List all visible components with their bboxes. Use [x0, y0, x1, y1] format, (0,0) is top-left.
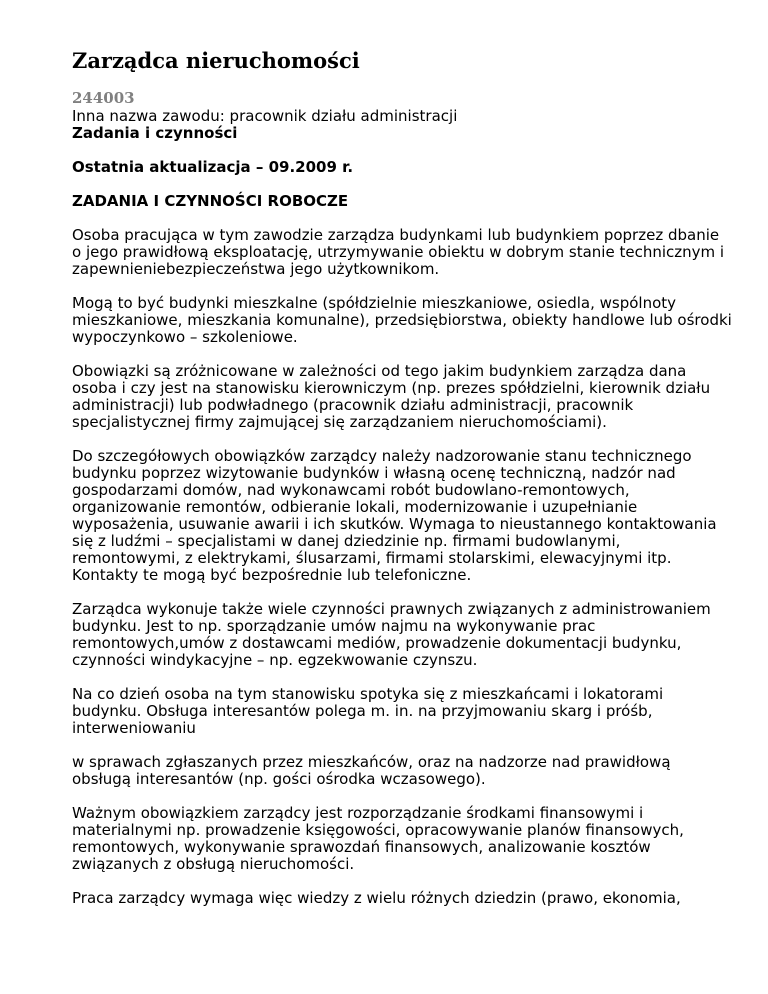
document-page — [72, 48, 732, 924]
paragraph: Obowiązki są zróżnicowane w zależności od tego jakim budynkiem zarządza dana osoba i czy jest na stanowisku kierowniczym (np. prezes spółdzielni, kierownik działu administracji) lub podwładnego (pracownik działu administracji, pracownik specjalistycznej firmy zajmującej się zarządzaniem nieruchomościami). — [72, 362, 711, 431]
last-update: Ostatnia aktualizacja – 09.2009 r. — [72, 158, 354, 176]
paragraph: Ważnym obowiązkiem zarządcy jest rozporządzanie środkami finansowymi i materialnymi np. prowadzenie księgowości, opracowywanie planów finansowych, remontowych, wykonywanie sprawozdań finansowych, analizowanie kosztów związanych z obsługą nieruchomości. — [72, 804, 684, 873]
paragraph: Osoba pracująca w tym zawodzie zarządza budynkami lub budynkiem poprzez dbanie o jego prawidłową eksploatację, utrzymywanie obiektu w dobrym stanie technicznym i zapewnieniebezpieczeństwa jego użytkownikom. — [72, 226, 725, 278]
paragraph: Mogą to być budynki mieszkalne (spółdzielnie mieszkaniowe, osiedla, wspólnoty mieszkaniowe, mieszkania komunalne), przedsiębiorstwa, obiekty handlowe lub ośrodki wypoczynkowo – szkoleniowe. — [72, 294, 732, 346]
paragraph: Zarządca wykonuje także wiele czynności prawnych związanych z administrowaniem budynku. Jest to np. sporządzanie umów najmu na wykonywanie prac remontowych,umów z dostawcami mediów, prowadzenie dokumentacji budynku, czynności windykacyjne – np. egzekwowanie czynszu. — [72, 600, 711, 669]
tasks-heading: Zadania i czynności — [72, 124, 238, 142]
alternative-name: Inna nazwa zawodu: pracownik działu administracji — [72, 107, 458, 125]
paragraph: w sprawach zgłaszanych przez mieszkańców, oraz na nadzorze nad prawidłową obsługą interesantów (np. gości ośrodka wczasowego). — [72, 753, 671, 788]
paragraph: Na co dzień osoba na tym stanowisku spotyka się z mieszkańcami i lokatorami budynku. Obsługa interesantów polega m. in. na przyjmowaniu skarg i próśb, interweniowaniu — [72, 685, 664, 737]
paragraph: Do szczegółowych obowiązków zarządcy należy nadzorowanie stanu technicznego budynku poprzez wizytowanie budynków i własną ocenę techniczną, nadzór nad gospodarzami domów, nad wykonawcami robót budowlano-remontowych, organizowanie remontów, odbieranie lokali, modernizowanie i uzupełnianie wyposażenia, usuwanie awarii i ich skutków. Wymaga to nieustannego kontaktowania się z ludźmi – specjalistami w danej dziedzinie np. firmami budowlanymi, remontowymi, z elektrykami, ślusarzami, firmami stolarskimi, elewacyjnymi itp. Kontakty te mogą być bezpośrednie lub telefoniczne. — [72, 447, 717, 584]
document-title: Zarządca nieruchomości — [72, 48, 360, 73]
paragraph: Praca zarządcy wymaga więc wiedzy z wielu różnych dziedzin (prawo, ekonomia, — [72, 889, 681, 907]
section-heading: ZADANIA I CZYNNOŚCI ROBOCZE — [72, 192, 349, 210]
occupation-code: 244003 — [72, 89, 135, 107]
